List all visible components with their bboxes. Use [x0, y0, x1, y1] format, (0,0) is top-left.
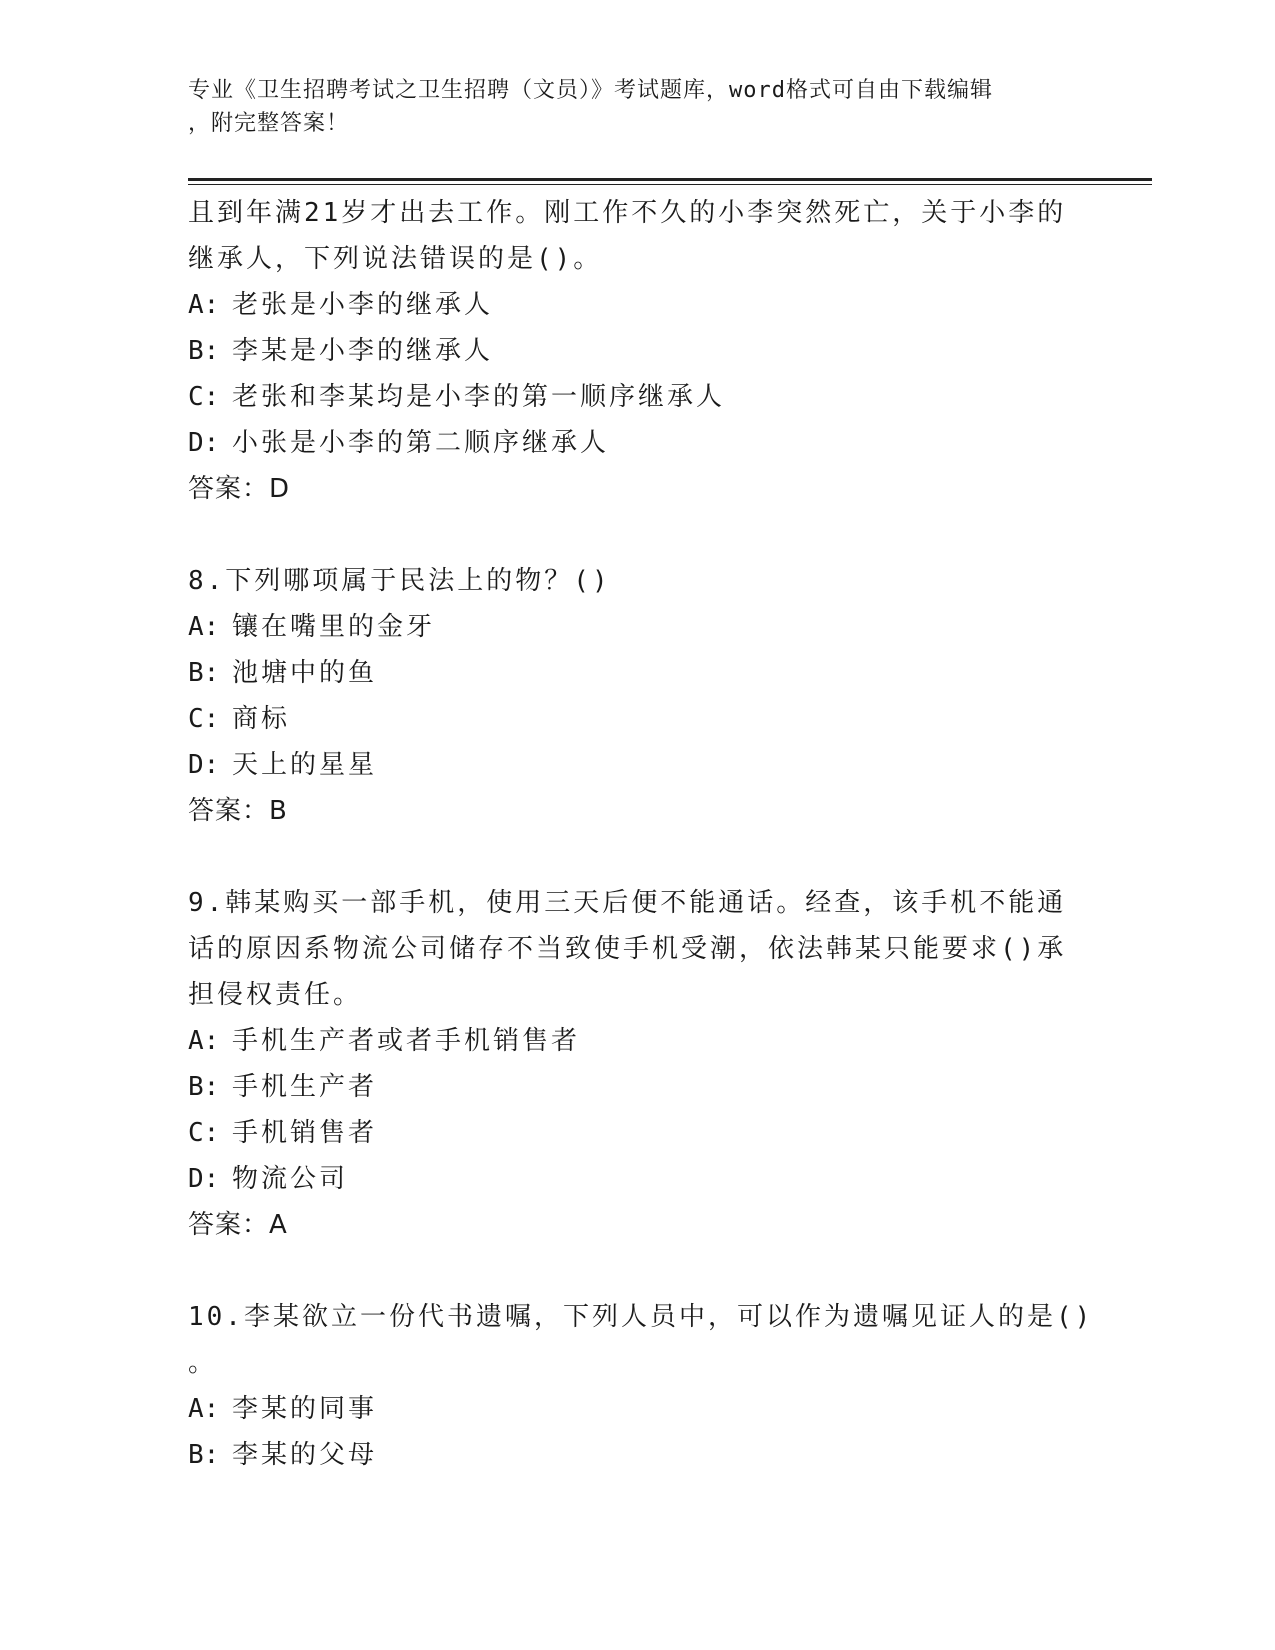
question-9-text-line-1: 9.韩某购买一部手机，使用三天后便不能通话。经查，该手机不能通 — [188, 888, 1067, 918]
header-rule-thick — [188, 178, 1152, 181]
question-9-option-a — [188, 1018, 1108, 1064]
question-7-option-c — [188, 374, 1108, 420]
question-8 — [188, 558, 1108, 834]
option-key: A: — [188, 290, 220, 320]
option-key: C: — [188, 1118, 220, 1148]
question-7-answer: 答案：D — [188, 474, 291, 504]
document-header — [188, 74, 1088, 140]
question-9-option-c — [188, 1110, 1108, 1156]
spacer — [188, 512, 1108, 558]
option-text: 手机销售者 — [232, 1118, 378, 1148]
option-key: D: — [188, 1164, 220, 1194]
option-text: 手机生产者或者手机销售者 — [232, 1026, 581, 1056]
question-8-option-c — [188, 696, 1108, 742]
question-7 — [188, 190, 1108, 512]
question-10-text-line-1: 10.李某欲立一份代书遗嘱，下列人员中，可以作为遗嘱见证人的是() — [188, 1302, 1094, 1332]
option-text: 李某的父母 — [232, 1440, 378, 1470]
document-body — [188, 190, 1108, 1478]
question-8-option-d — [188, 742, 1108, 788]
question-8-option-a — [188, 604, 1108, 650]
question-10-text-line-2: 。 — [188, 1348, 218, 1378]
option-key: A: — [188, 612, 220, 642]
question-7-option-b — [188, 328, 1108, 374]
option-text: 老张和李某均是小李的第一顺序继承人 — [232, 382, 726, 412]
header-line-2: ，附完整答案！ — [188, 111, 350, 136]
option-text: 李某的同事 — [232, 1394, 378, 1424]
header-rule-thin — [188, 184, 1152, 185]
option-text: 镶在嘴里的金牙 — [232, 612, 436, 642]
question-10 — [188, 1294, 1108, 1478]
question-10-option-b — [188, 1432, 1108, 1478]
option-text: 池塘中的鱼 — [232, 658, 378, 688]
question-9-answer: 答案：A — [188, 1210, 288, 1240]
question-8-option-b — [188, 650, 1108, 696]
question-9-text-line-2: 话的原因系物流公司储存不当致使手机受潮，依法韩某只能要求()承 — [188, 934, 1067, 964]
option-text: 天上的星星 — [232, 750, 378, 780]
header-line-1: 专业《卫生招聘考试之卫生招聘（文员）》考试题库，word格式可自由下载编辑 — [188, 78, 993, 103]
question-7-text-line-2: 继承人，下列说法错误的是()。 — [188, 244, 603, 274]
option-key: D: — [188, 750, 220, 780]
option-text: 手机生产者 — [232, 1072, 378, 1102]
question-8-text-line-1: 8.下列哪项属于民法上的物？() — [188, 566, 611, 596]
option-key: C: — [188, 382, 220, 412]
option-key: B: — [188, 336, 220, 366]
spacer — [188, 834, 1108, 880]
option-key: B: — [188, 1072, 220, 1102]
option-text: 商标 — [232, 704, 291, 734]
option-text: 物流公司 — [232, 1164, 349, 1194]
option-key: C: — [188, 704, 220, 734]
question-9-option-b — [188, 1064, 1108, 1110]
option-text: 李某是小李的继承人 — [232, 336, 494, 366]
question-10-option-a — [188, 1386, 1108, 1432]
question-9 — [188, 880, 1108, 1248]
question-7-option-a — [188, 282, 1108, 328]
option-text: 老张是小李的继承人 — [232, 290, 494, 320]
option-key: A: — [188, 1026, 220, 1056]
option-text: 小张是小李的第二顺序继承人 — [232, 428, 610, 458]
spacer — [188, 1248, 1108, 1294]
question-9-option-d — [188, 1156, 1108, 1202]
option-key: B: — [188, 658, 220, 688]
option-key: A: — [188, 1394, 220, 1424]
question-9-text-line-3: 担侵权责任。 — [188, 980, 363, 1010]
question-7-text-line-1: 且到年满21岁才出去工作。刚工作不久的小李突然死亡，关于小李的 — [188, 198, 1067, 228]
question-8-answer: 答案：B — [188, 796, 288, 826]
question-7-option-d — [188, 420, 1108, 466]
option-key: B: — [188, 1440, 220, 1470]
option-key: D: — [188, 428, 220, 458]
